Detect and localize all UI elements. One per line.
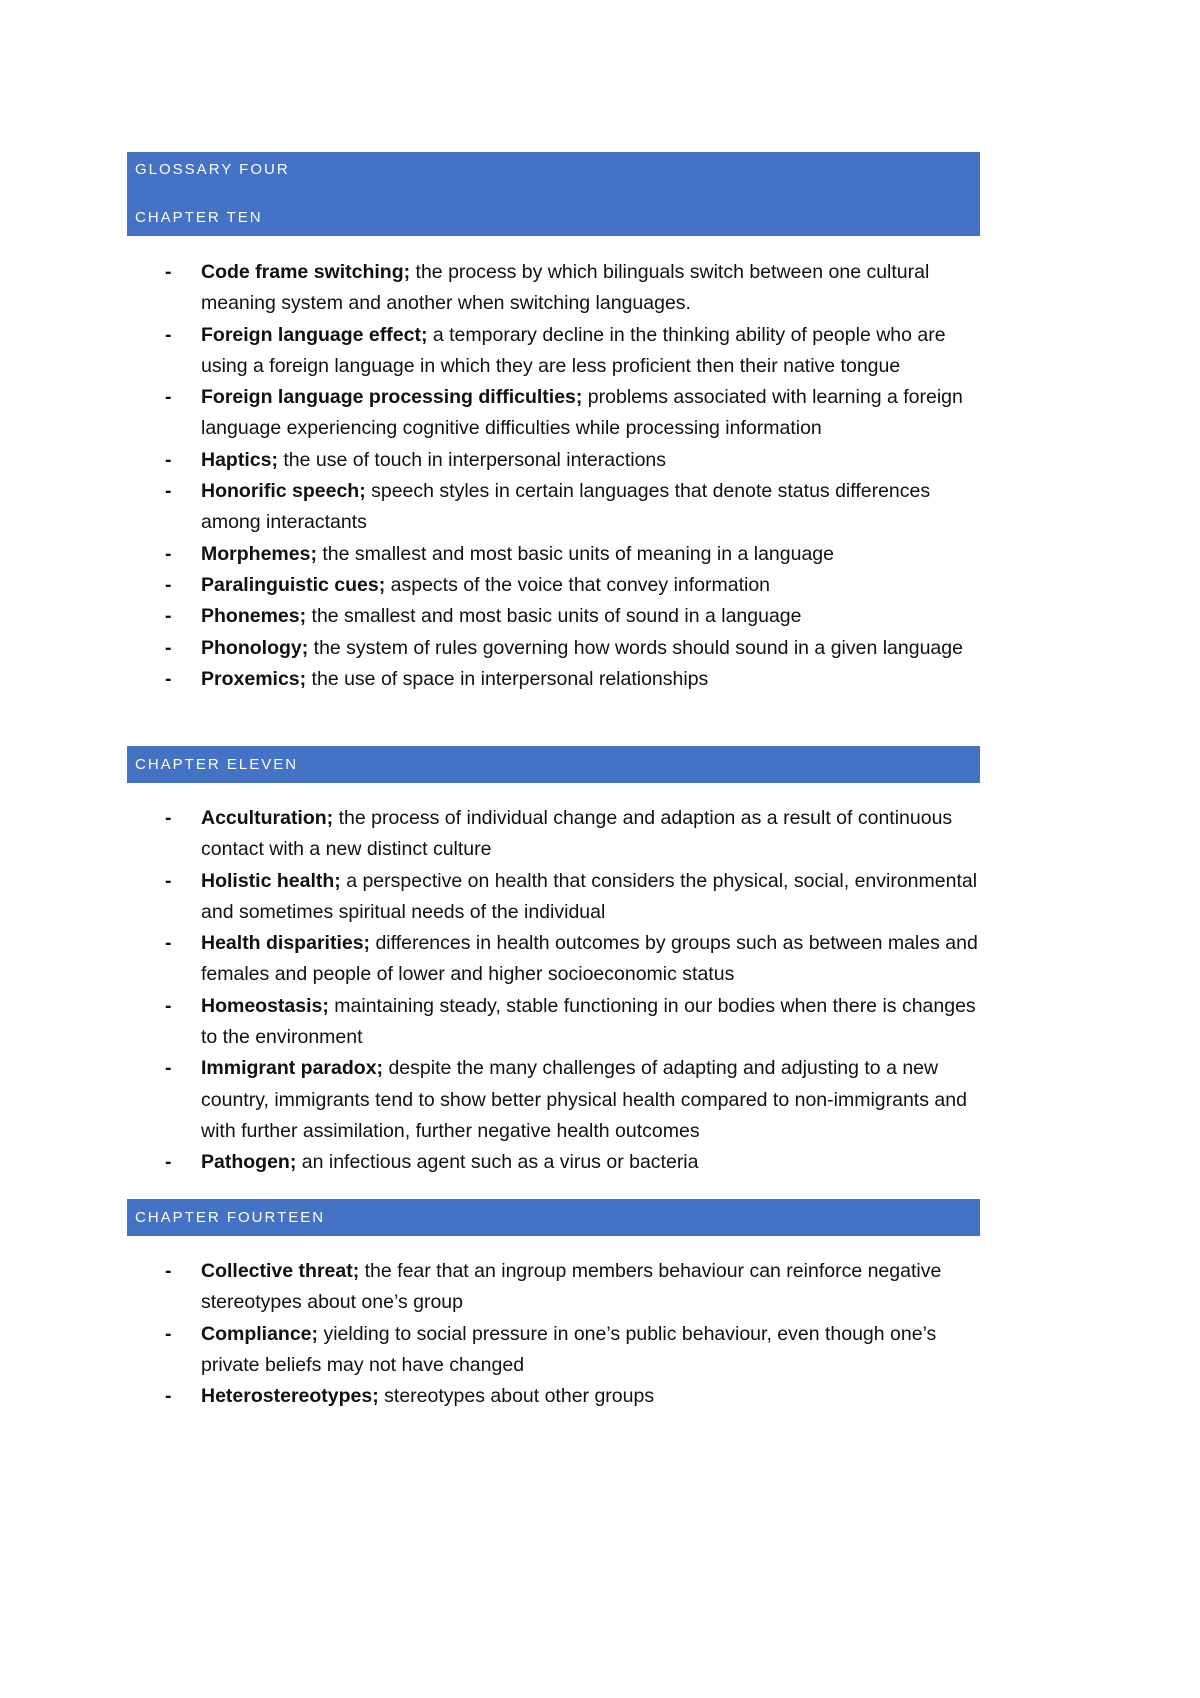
glossary-term: Health disparities; — [201, 932, 371, 955]
glossary-entry — [165, 664, 995, 695]
glossary-definition: differences in health outcomes by groups such as between males and females and people of lower and higher socioeconomic status — [201, 932, 978, 986]
glossary-definition: speech styles in certain languages that denote status differences among interactants — [201, 480, 931, 534]
glossary-term: Holistic health; — [201, 869, 341, 892]
glossary-title: GLOSSARY FOUR — [135, 161, 290, 178]
glossary-definition: a temporary decline in the thinking ability of people who are using a foreign language in which they are less proficient then their native tongue — [201, 323, 946, 377]
glossary-definition: the use of touch in interpersonal interactions — [277, 448, 667, 471]
bullet-dash: - — [165, 573, 172, 596]
bullet-dash: - — [165, 386, 172, 409]
term-list — [165, 803, 995, 1179]
glossary-term: Compliance; — [201, 1322, 319, 1345]
glossary-entry — [165, 1319, 995, 1382]
glossary-entry — [165, 1147, 995, 1178]
bullet-dash: - — [165, 1151, 172, 1174]
glossary-term: Acculturation; — [201, 807, 334, 829]
bullet-dash: - — [165, 261, 172, 283]
glossary-definition: a perspective on health that considers the physical, social, environmental and sometimes spiritual needs of the individual — [201, 869, 978, 923]
glossary-entry — [165, 866, 995, 929]
glossary-entry — [165, 257, 995, 320]
glossary-entry — [165, 1256, 995, 1319]
bullet-dash: - — [165, 1260, 172, 1282]
bullet-dash: - — [165, 448, 172, 471]
glossary-term: Haptics; — [201, 448, 278, 471]
term-list — [165, 257, 995, 695]
bullet-dash: - — [165, 932, 172, 955]
glossary-definition: stereotypes about other groups — [378, 1385, 655, 1408]
glossary-definition: the system of rules governing how words should sound in a given language — [308, 636, 963, 659]
bullet-dash: - — [165, 1057, 172, 1080]
glossary-term: Honorific speech; — [201, 480, 366, 503]
chapter-header — [127, 746, 980, 783]
glossary-definition: the process by which bilinguals switch between one cultural meaning system and another when switching languages. — [201, 261, 930, 315]
glossary-entry — [165, 570, 995, 601]
bullet-dash: - — [165, 636, 172, 659]
chapter-header — [127, 1199, 980, 1236]
glossary-definition: problems associated with learning a foreign language experiencing cognitive difficulties while processing information — [201, 386, 963, 440]
section-heading: CHAPTER ELEVEN — [135, 756, 299, 773]
chapter-header — [127, 152, 980, 236]
bullet-dash: - — [165, 605, 172, 628]
bullet-dash: - — [165, 480, 172, 503]
glossary-definition: maintaining steady, stable functioning in our bodies when there is changes to the environment — [201, 994, 976, 1049]
glossary-term: Proxemics; — [201, 667, 307, 690]
glossary-entry — [165, 382, 995, 445]
glossary-entry — [165, 539, 995, 570]
glossary-definition: aspects of the voice that convey information — [385, 573, 771, 596]
glossary-term: Homeostasis; — [201, 994, 329, 1017]
glossary-entry — [165, 476, 995, 539]
section-heading: CHAPTER FOURTEEN — [135, 1209, 326, 1226]
bullet-dash: - — [165, 994, 172, 1017]
glossary-definition: the process of individual change and adaption as a result of continuous contact with a new distinct culture — [201, 807, 953, 861]
glossary-definition: an infectious agent such as a virus or bacteria — [296, 1151, 699, 1174]
glossary-definition: yielding to social pressure in one’s public behaviour, even though one’s private beliefs may not have changed — [201, 1322, 937, 1376]
glossary-term: Heterostereotypes; — [201, 1385, 379, 1408]
glossary-term: Paralinguistic cues; — [201, 573, 386, 596]
glossary-definition: despite the many challenges of adapting and adjusting to a new country, immigrants tend to show better physical health compared to non-immigrants and with further assimilation, further negative health outcomes — [201, 1057, 967, 1142]
glossary-entry — [165, 803, 995, 866]
glossary-entry — [165, 991, 995, 1054]
bullet-dash: - — [165, 667, 172, 690]
glossary-definition: the smallest and most basic units of sound in a language — [306, 605, 802, 628]
glossary-definition: the fear that an ingroup members behaviour can reinforce negative stereotypes about one’s group — [201, 1260, 942, 1314]
glossary-entry — [165, 928, 995, 991]
section-heading: CHAPTER TEN — [135, 209, 263, 226]
bullet-dash: - — [165, 323, 172, 346]
bullet-dash: - — [165, 1385, 172, 1408]
bullet-dash: - — [165, 542, 172, 565]
bullet-dash: - — [165, 807, 172, 829]
glossary-entry — [165, 633, 995, 664]
glossary-term: Pathogen; — [201, 1151, 297, 1174]
glossary-term: Morphemes; — [201, 542, 317, 565]
term-list — [165, 1256, 995, 1412]
glossary-definition: the smallest and most basic units of meaning in a language — [316, 542, 834, 565]
glossary-entry — [165, 320, 995, 383]
glossary-term: Phonemes; — [201, 605, 307, 628]
glossary-entry — [165, 601, 995, 632]
glossary-term: Immigrant paradox; — [201, 1057, 384, 1080]
glossary-term: Collective threat; — [201, 1260, 360, 1282]
bullet-dash: - — [165, 869, 172, 892]
glossary-term: Foreign language processing difficulties; — [201, 386, 583, 409]
glossary-entry — [165, 1381, 995, 1412]
glossary-term: Phonology; — [201, 636, 309, 659]
glossary-entry — [165, 445, 995, 476]
bullet-dash: - — [165, 1322, 172, 1345]
glossary-entry — [165, 1053, 995, 1147]
glossary-term: Foreign language effect; — [201, 323, 428, 346]
glossary-definition: the use of space in interpersonal relationships — [306, 667, 709, 690]
glossary-term: Code frame switching; — [201, 261, 411, 283]
